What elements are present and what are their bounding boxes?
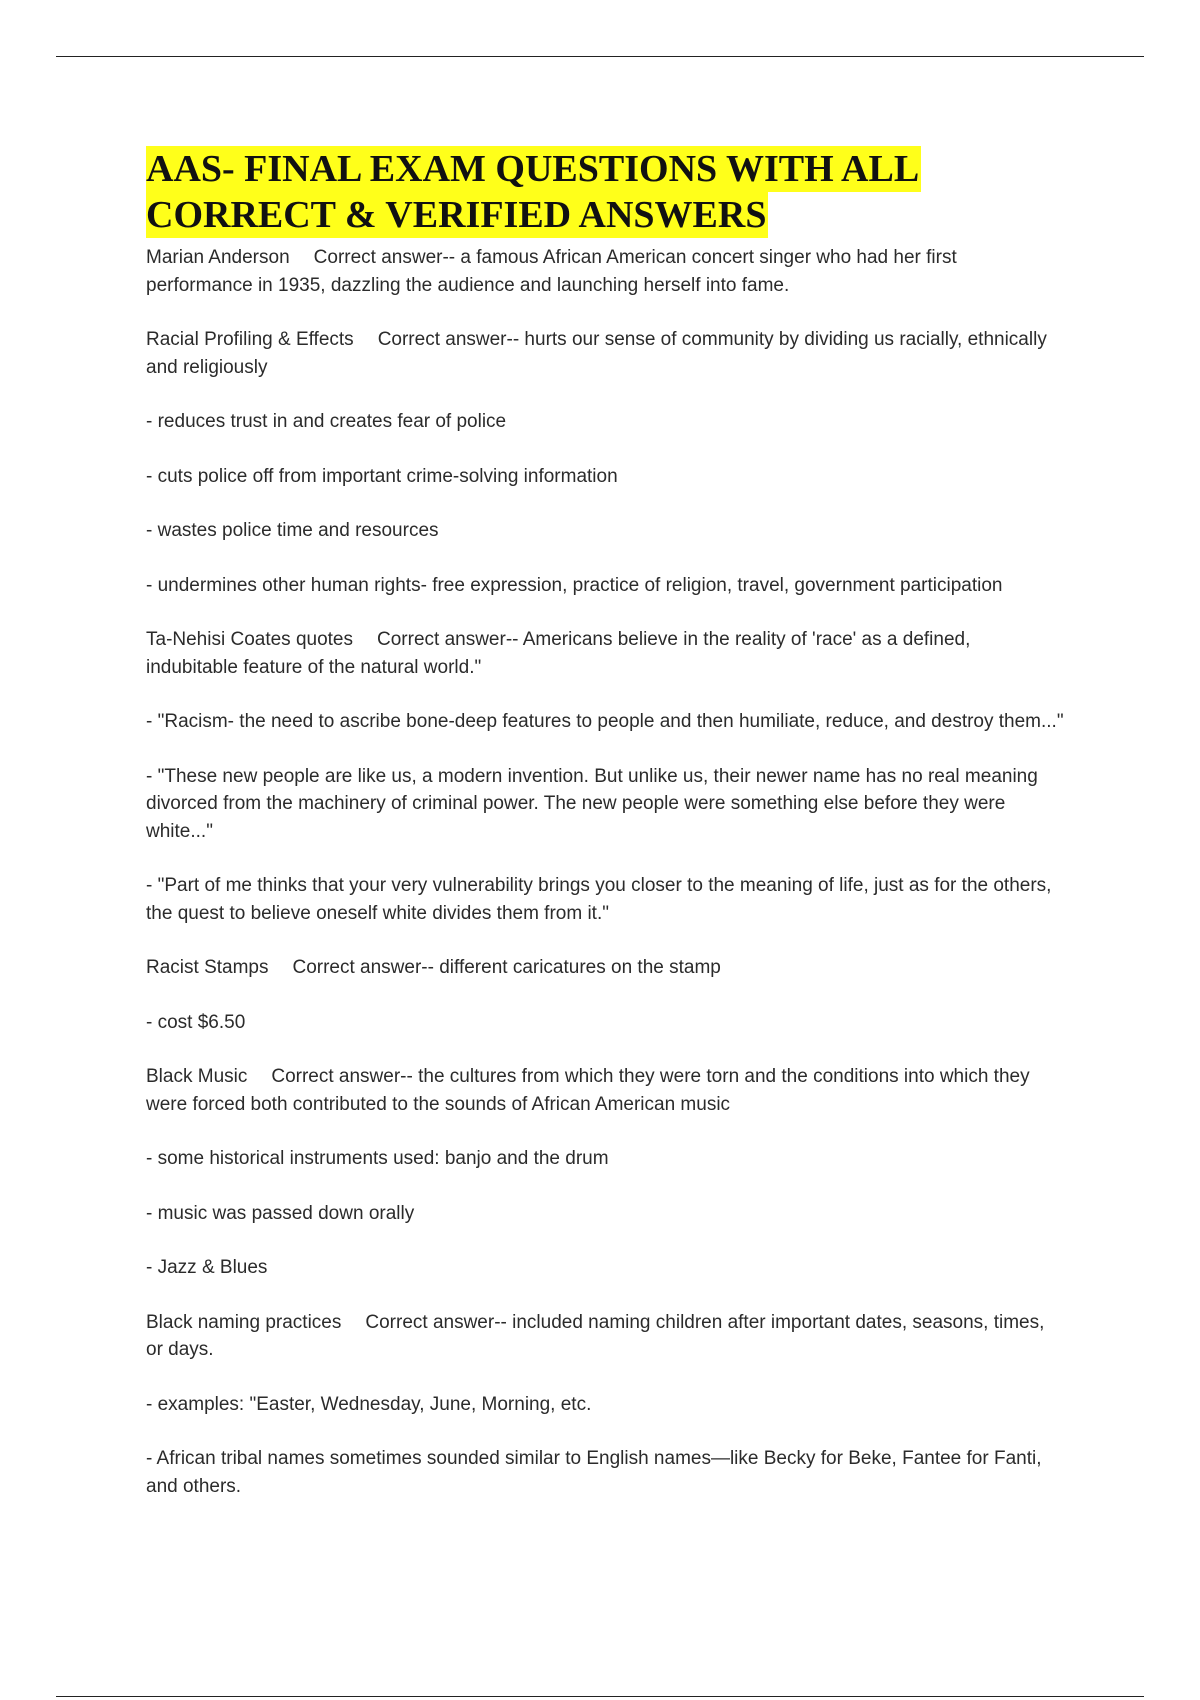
qa-term: Black naming practices xyxy=(146,1311,342,1333)
qa-term: Racial Profiling & Effects xyxy=(146,329,354,350)
document-body xyxy=(146,146,1066,1527)
bullet-text: - music was passed down orally xyxy=(146,1202,415,1224)
qa-bullet xyxy=(146,1254,1066,1282)
header-rule xyxy=(56,56,1144,57)
qa-bullet xyxy=(146,517,1066,545)
qa-answer: Correct answer-- hurts our sense of community by dividing us racially, ethnically and religiously xyxy=(146,329,1053,378)
qa-entry xyxy=(146,626,1066,681)
qa-bullet xyxy=(146,763,1066,846)
title-line-2: CORRECT & VERIFIED ANSWERS xyxy=(146,194,767,236)
bullet-text: - examples: "Easter, Wednesday, June, Morning, etc. xyxy=(146,1393,592,1415)
bullet-text: - wastes police time and resources xyxy=(146,520,439,541)
qa-bullet xyxy=(146,463,1066,491)
title-line-1: AAS- FINAL EXAM QUESTIONS WITH ALL xyxy=(146,148,920,190)
qa-list xyxy=(146,244,1066,1500)
qa-answer: Correct answer-- included naming children after important dates, seasons, times, or days. xyxy=(146,1311,1050,1360)
qa-entry xyxy=(146,326,1066,381)
qa-bullet xyxy=(146,1391,1066,1419)
footer-rule xyxy=(56,1696,1144,1697)
qa-answer: Correct answer-- Americans believe in the reality of 'race' as a defined, indubitable feature of the natural world." xyxy=(146,629,976,678)
qa-term: Black Music xyxy=(146,1066,248,1087)
qa-bullet xyxy=(146,1200,1066,1228)
qa-bullet xyxy=(146,708,1066,736)
qa-term: Marian Anderson xyxy=(146,247,290,268)
qa-term: Ta-Nehisi Coates quotes xyxy=(146,629,353,650)
qa-bullet xyxy=(146,408,1066,436)
qa-answer: Correct answer-- a famous African American concert singer who had her first performance in 1935, dazzling the audience and launching herself into fame. xyxy=(146,247,963,296)
bullet-text: - cost $6.50 xyxy=(146,1011,246,1033)
bullet-text: - Jazz & Blues xyxy=(146,1257,268,1278)
bullet-text: - cuts police off from important crime-solving information xyxy=(146,465,618,487)
bullet-text: - "These new people are like us, a modern invention. But unlike us, their newer name has no real meaning divorced from the machinery of criminal power. The new people were something else before they were white..." xyxy=(146,765,1044,842)
bullet-text: - "Racism- the need to ascribe bone-deep features to people and then humiliate, reduce, and destroy them..." xyxy=(146,711,1064,732)
bullet-text: - some historical instruments used: banjo and the drum xyxy=(146,1148,609,1169)
qa-bullet xyxy=(146,872,1066,927)
qa-entry xyxy=(146,1309,1066,1364)
qa-answer: Correct answer-- the cultures from which they were torn and the conditions into which they were forced both contributed to the sounds of African American music xyxy=(146,1066,1035,1115)
qa-bullet xyxy=(146,1445,1066,1500)
qa-entry xyxy=(146,244,1066,299)
bullet-text: - reduces trust in and creates fear of police xyxy=(146,411,507,432)
qa-bullet xyxy=(146,1145,1066,1173)
bullet-text: - African tribal names sometimes sounded similar to English names—like Becky for Beke, Fantee for Fanti, and others. xyxy=(146,1448,1047,1497)
qa-entry xyxy=(146,954,1066,982)
document-title xyxy=(146,146,1066,238)
qa-answer: Correct answer-- different caricatures on the stamp xyxy=(292,957,721,978)
qa-entry xyxy=(146,1063,1066,1118)
bullet-text: - undermines other human rights- free expression, practice of religion, travel, government participation xyxy=(146,574,1003,596)
qa-bullet xyxy=(146,1009,1066,1037)
qa-term: Racist Stamps xyxy=(146,957,269,978)
bullet-text: - "Part of me thinks that your very vulnerability brings you closer to the meaning of life, just as for the others, the quest to believe oneself white divides them from it." xyxy=(146,875,1057,924)
qa-bullet xyxy=(146,572,1066,600)
